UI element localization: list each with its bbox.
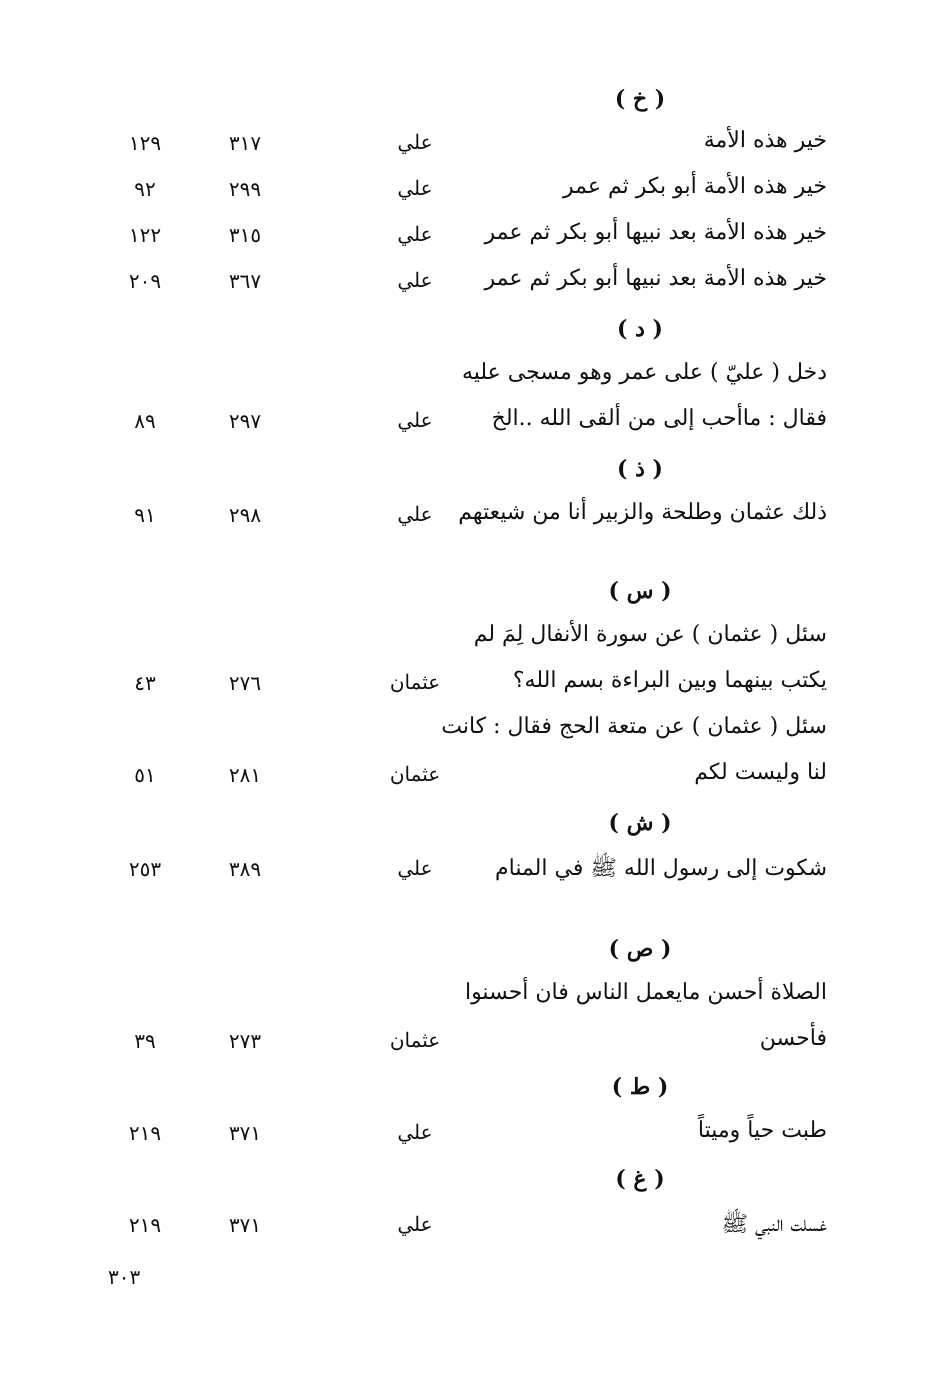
entry-text: ذلك عثمان وطلحة والزبير أنا من شيعتهم <box>458 500 827 525</box>
entry-narrator: عثمان <box>389 1028 441 1052</box>
entry-number-1: ٣٨٩ <box>228 857 262 881</box>
entry-number-1: ٢٧٦ <box>228 671 262 695</box>
entry-text: خير هذه الأمة <box>703 128 827 153</box>
entry-narrator: عثمان <box>389 762 441 786</box>
entry-number-2: ٨٩ <box>134 409 156 433</box>
entry-number-1: ٢٩٨ <box>228 503 262 527</box>
entry-narrator: علي <box>397 408 433 432</box>
entry-number-1: ٢٩٩ <box>228 177 262 201</box>
entry-number-1: ٣١٧ <box>228 131 262 155</box>
entry-text: سئل ( عثمان ) عن متعة الحج فقال : كانت <box>441 714 827 739</box>
entry-text: خير هذه الأمة أبو بكر ثم عمر <box>562 174 827 199</box>
entry-text: دخل ( عليّ ) على عمر وهو مسجى عليه <box>461 360 827 385</box>
entry-number-2: ٥١ <box>134 763 156 787</box>
entry-narrator: عثمان <box>389 670 441 694</box>
section-header-dhal: ( ذ ) <box>617 456 663 482</box>
entry-text: فقال : ماأحب إلى من ألقى الله ..الخ <box>491 406 827 431</box>
entry-text: خير هذه الأمة بعد نبيها أبو بكر ثم عمر <box>484 220 827 245</box>
section-header-dal: ( د ) <box>617 316 663 342</box>
entry-number-1: ٣١٥ <box>228 223 262 247</box>
entry-number-2: ٢٥٣ <box>128 857 162 881</box>
entry-narrator: علي <box>397 176 433 200</box>
entry-narrator: علي <box>397 268 433 292</box>
entry-text: لنا وليست لكم <box>694 760 827 785</box>
section-header-shin: ( ش ) <box>608 810 672 836</box>
entry-text: خير هذه الأمة بعد نبيها أبو بكر ثم عمر <box>484 266 827 291</box>
entry-text: الصلاة أحسن مايعمل الناس فان أحسنوا <box>464 980 827 1005</box>
section-header-sad: ( ص ) <box>608 936 672 962</box>
entry-number-1: ٣٧١ <box>228 1213 262 1237</box>
entry-number-2: ٤٣ <box>134 671 156 695</box>
entry-number-2: ١٢٢ <box>128 223 162 247</box>
entry-number-2: ٩١ <box>134 503 156 527</box>
entry-number-2: ٩٢ <box>134 177 156 201</box>
entry-number-2: ٣٩ <box>134 1029 156 1053</box>
entry-number-2: ١٢٩ <box>128 131 162 155</box>
entry-number-2: ٢١٩ <box>128 1121 162 1145</box>
entry-text: فأحسن <box>759 1026 827 1051</box>
page-number: ٣٠٣ <box>108 1265 141 1289</box>
entry-narrator: علي <box>397 502 433 526</box>
entry-narrator: علي <box>397 856 433 880</box>
entry-narrator: علي <box>397 222 433 246</box>
entry-text: شكوت إلى رسول الله ﷺ في المنام <box>495 856 827 881</box>
entry-number-1: ٢٩٧ <box>228 409 262 433</box>
entry-number-2: ٢٠٩ <box>128 269 162 293</box>
entry-text: سئل ( عثمان ) عن سورة الأنفال لِمَ لم <box>473 622 827 647</box>
entry-narrator: علي <box>397 1120 433 1144</box>
entry-narrator: علي <box>397 130 433 154</box>
entry-text: طبت حياً وميتاً <box>697 1118 827 1143</box>
entry-number-1: ٢٨١ <box>228 763 262 787</box>
section-header-kha: ( خ ) <box>614 86 666 112</box>
section-header-ta: ( ط ) <box>611 1074 669 1100</box>
section-header-sin: ( س ) <box>608 578 672 604</box>
entry-text: غسلت النبي ﷺ <box>721 1212 827 1237</box>
section-header-ghain: ( غ ) <box>615 1166 665 1192</box>
entry-narrator: علي <box>397 1212 433 1236</box>
entry-number-1: ٣٧١ <box>228 1121 262 1145</box>
entry-number-2: ٢١٩ <box>128 1213 162 1237</box>
entry-text: يكتب بينهما وبين البراءة بسم الله؟ <box>512 668 827 693</box>
entry-number-1: ٣٦٧ <box>228 269 262 293</box>
entry-number-1: ٢٧٣ <box>228 1029 262 1053</box>
